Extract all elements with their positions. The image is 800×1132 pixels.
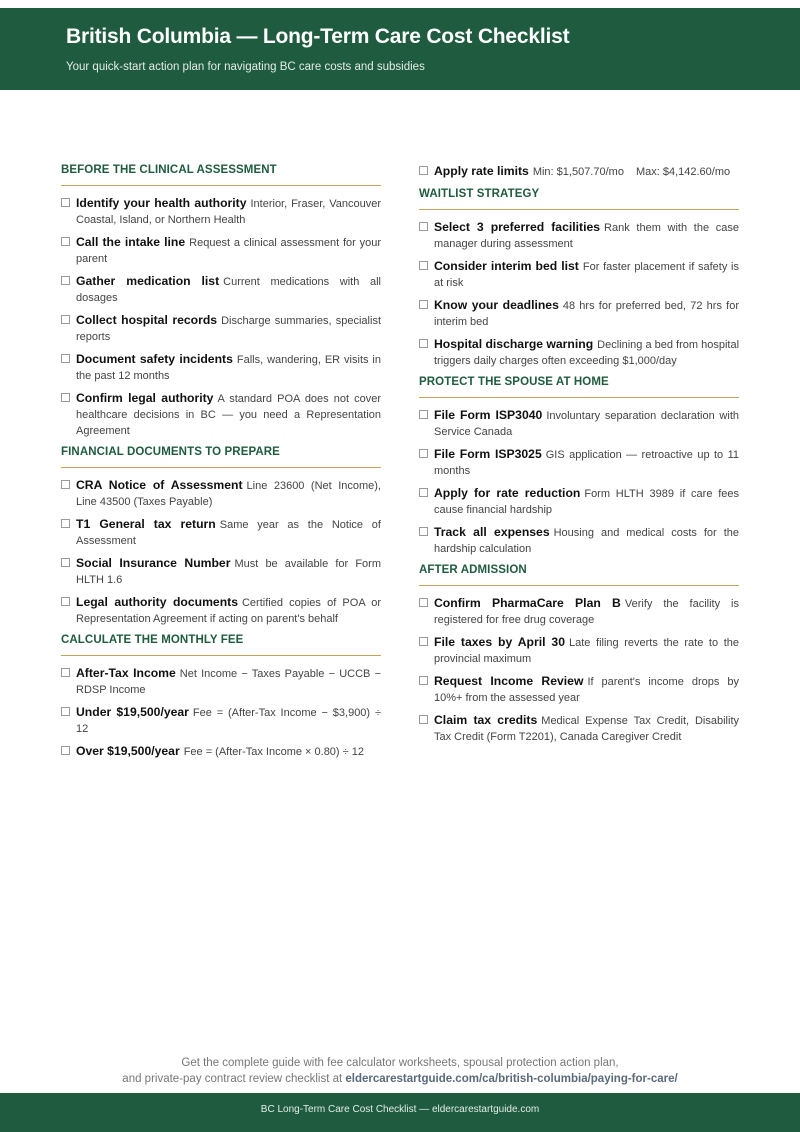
- item-label: Know your deadlines: [434, 298, 559, 312]
- item-desc: Verify the facility is registered for free drug coverage: [434, 598, 739, 626]
- item-label: Identify your health authority: [76, 196, 247, 210]
- checklist-item: [61, 704, 381, 737]
- checkbox[interactable]: [419, 410, 428, 419]
- item-desc: Housing and medical costs for the hardship calculation: [434, 527, 739, 555]
- checkbox[interactable]: [61, 746, 70, 755]
- checklist-item: [61, 234, 381, 267]
- item-desc: For faster placement if safety is at risk: [434, 261, 740, 289]
- checklist-item: [419, 595, 739, 628]
- item-label: Request Income Review: [434, 674, 584, 688]
- item-desc: Form HLTH 3989 if care fees cause financial hardship: [434, 488, 740, 516]
- item-desc: Line 23600 (Net Income), Line 43500 (Taxes Payable): [76, 480, 381, 508]
- item-desc: Interior, Fraser, Vancouver Coastal, Island, or Northern Health: [76, 198, 381, 226]
- checklist-item: [61, 516, 381, 549]
- page-title: British Columbia — Long-Term Care Cost Checklist: [66, 25, 570, 48]
- checklist-item: [61, 273, 381, 306]
- checkbox[interactable]: [419, 676, 428, 685]
- checkbox[interactable]: [419, 166, 428, 175]
- item-desc: A standard POA does not cover healthcare decisions in BC — you need a Representation Agreement: [76, 393, 381, 437]
- item-label: After-Tax Income: [76, 666, 176, 680]
- checkbox[interactable]: [419, 339, 428, 348]
- checklist-item: [419, 485, 739, 518]
- checklist-item: [419, 336, 739, 369]
- checkbox[interactable]: [61, 597, 70, 606]
- item-label: Select 3 preferred facilities: [434, 220, 601, 234]
- checkbox[interactable]: [419, 637, 428, 646]
- checklist-item: [61, 477, 381, 510]
- item-desc: Rank them with the case manager during assessment: [434, 222, 739, 250]
- checklist-item: [61, 390, 381, 439]
- checklist-item: [61, 743, 381, 760]
- item-label: Gather medication list: [76, 274, 220, 288]
- item-desc: Fee = (After-Tax Income × 0.80) ÷ 12: [183, 746, 364, 758]
- checkbox[interactable]: [61, 393, 70, 402]
- checklist-item: [61, 351, 381, 384]
- item-desc: Fee = (After-Tax Income − $3,900) ÷ 12: [76, 707, 381, 735]
- checkbox[interactable]: [61, 558, 70, 567]
- item-label: Confirm legal authority: [76, 391, 214, 405]
- checklist-item: [419, 258, 739, 291]
- item-label: T1 General tax return: [76, 517, 216, 531]
- item-desc: Certified copies of POA or Representation Agreement if acting on parent's behalf: [76, 597, 382, 625]
- left-column: [61, 163, 381, 766]
- checkbox[interactable]: [61, 480, 70, 489]
- checkbox[interactable]: [61, 315, 70, 324]
- item-label: Document safety incidents: [76, 352, 233, 366]
- footer-bar: BC Long-Term Care Cost Checklist — eldercarestartguide.com: [0, 1093, 800, 1132]
- footer-url-link[interactable]: eldercarestartguide.com/ca/british-columbia/paying-for-care/: [345, 1073, 678, 1085]
- checkbox[interactable]: [61, 198, 70, 207]
- item-label: Over $19,500/year: [76, 744, 180, 758]
- checkbox[interactable]: [419, 488, 428, 497]
- checkbox[interactable]: [419, 222, 428, 231]
- checklist-item: [419, 407, 739, 440]
- checkbox[interactable]: [61, 354, 70, 363]
- rate-min: Min: $1,507.70/mo: [532, 166, 624, 178]
- page-subtitle: Your quick-start action plan for navigating BC care costs and subsidies: [66, 61, 425, 73]
- item-label: File taxes by April 30: [434, 635, 565, 649]
- item-label: Hospital discharge warning: [434, 337, 594, 351]
- checkbox[interactable]: [419, 261, 428, 270]
- section-title: BEFORE THE CLINICAL ASSESSMENT: [61, 163, 381, 186]
- rate-max: Max: $4,142.60/mo: [635, 166, 731, 178]
- item-desc: If parent's income drops by 10%+ from the assessed year: [434, 676, 739, 704]
- checkbox[interactable]: [61, 707, 70, 716]
- checkbox[interactable]: [419, 300, 428, 309]
- item-desc: Request a clinical assessment for your parent: [76, 237, 381, 265]
- checklist-item: [419, 634, 739, 667]
- item-label: Claim tax credits: [434, 713, 538, 727]
- item-label: Consider interim bed list: [434, 259, 579, 273]
- item-desc: GIS application — retroactive up to 11 months: [434, 449, 739, 477]
- item-desc: 48 hrs for preferred bed, 72 hrs for interim bed: [434, 300, 739, 328]
- checklist-item: [61, 594, 381, 627]
- item-label: File Form ISP3025: [434, 447, 542, 461]
- section-title: FINANCIAL DOCUMENTS TO PREPARE: [61, 445, 381, 468]
- item-desc: Current medications with all dosages: [76, 276, 381, 304]
- page-header: [0, 8, 800, 90]
- section-title: PROTECT THE SPOUSE AT HOME: [419, 375, 739, 398]
- checkbox[interactable]: [419, 598, 428, 607]
- checkbox[interactable]: [419, 527, 428, 536]
- checklist-item: [419, 297, 739, 330]
- item-label: Legal authority documents: [76, 595, 238, 609]
- checklist-item: [61, 665, 381, 698]
- item-label: File Form ISP3040: [434, 408, 543, 422]
- checkbox[interactable]: [419, 715, 428, 724]
- item-label: Under $19,500/year: [76, 705, 189, 719]
- section-title: AFTER ADMISSION: [419, 563, 739, 586]
- item-label: CRA Notice of Assessment: [76, 478, 243, 492]
- item-label: Apply for rate reduction: [434, 486, 581, 500]
- item-label: Social Insurance Number: [76, 556, 231, 570]
- checklist-item: [419, 524, 739, 557]
- checkbox[interactable]: [61, 668, 70, 677]
- footer-line-2: [0, 1071, 800, 1087]
- checkbox[interactable]: [61, 237, 70, 246]
- checkbox[interactable]: [61, 519, 70, 528]
- item-label: Collect hospital records: [76, 313, 218, 327]
- item-desc: Late filing reverts the rate to the provincial maximum: [434, 637, 739, 665]
- item-desc: Net Income − Taxes Payable − UCCB − RDSP Income: [76, 668, 381, 696]
- checklist-item: [419, 673, 739, 706]
- item-label: Apply rate limits: [434, 164, 529, 178]
- checklist-item: [61, 195, 381, 228]
- item-label: Track all expenses: [434, 525, 550, 539]
- footer-line-2-prefix: and private-pay contract review checklist at: [122, 1073, 346, 1085]
- item-desc: Medical Expense Tax Credit, Disability Tax Credit (Form T2201), Canada Caregiver Credit: [434, 715, 740, 743]
- section-title: CALCULATE THE MONTHLY FEE: [61, 633, 381, 656]
- checklist-item: [61, 312, 381, 345]
- checklist-item: [419, 219, 739, 252]
- checkbox[interactable]: [419, 449, 428, 458]
- item-desc: Involuntary separation declaration with Service Canada: [434, 410, 739, 438]
- checklist-item: [419, 446, 739, 479]
- checklist-item: [419, 163, 739, 180]
- item-label: Confirm PharmaCare Plan B: [434, 596, 621, 610]
- checklist-item: [419, 712, 739, 745]
- item-desc: Must be available for Form HLTH 1.6: [76, 558, 381, 586]
- checklist-item: [61, 555, 381, 588]
- item-label: Call the intake line: [76, 235, 186, 249]
- item-desc: Falls, wandering, ER visits in the past 12 months: [76, 354, 381, 382]
- footer-note: [0, 1055, 800, 1087]
- item-desc: Same year as the Notice of Assessment: [76, 519, 381, 547]
- item-desc: Declining a bed from hospital triggers daily charges often exceeding $1,000/day: [434, 339, 740, 367]
- section-title: WAITLIST STRATEGY: [419, 187, 739, 210]
- footer-line-1: Get the complete guide with fee calculator worksheets, spousal protection action plan,: [181, 1057, 619, 1069]
- right-column: [419, 163, 739, 751]
- checkbox[interactable]: [61, 276, 70, 285]
- item-desc: Discharge summaries, specialist reports: [76, 315, 381, 343]
